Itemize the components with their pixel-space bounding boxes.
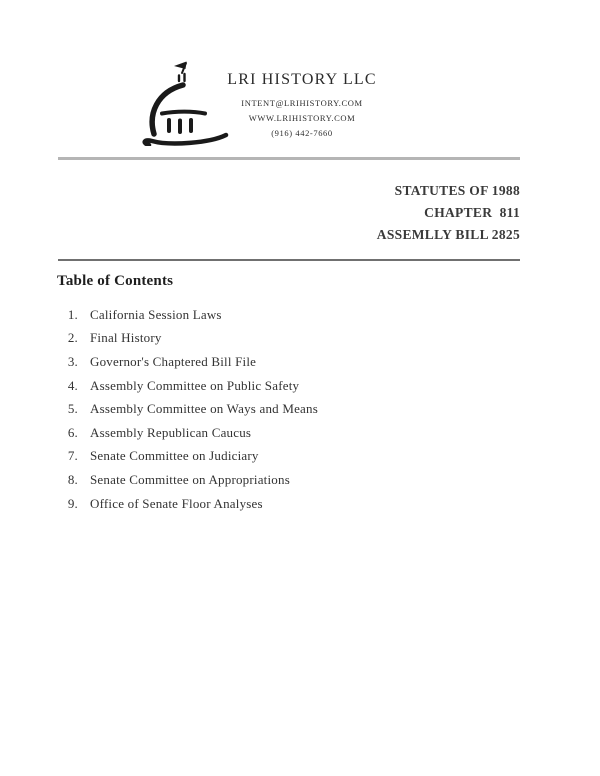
contact-phone: (916) 442-7660: [271, 128, 333, 138]
toc-item-label: California Session Laws: [90, 306, 222, 322]
toc-item-label: Senate Committee on Judiciary: [90, 448, 259, 464]
toc-item-label: Assembly Republican Caucus: [90, 424, 252, 440]
toc-item-number: 7.: [67, 448, 78, 464]
toc-item-label: Assembly Committee on Public Safety: [90, 377, 300, 393]
toc-title: Table of Contents: [57, 273, 174, 289]
toc-item: [57, 445, 477, 469]
toc-item-number: 6.: [67, 424, 78, 440]
toc-list: [57, 303, 477, 515]
toc-item-label: Governor's Chaptered Bill File: [90, 353, 257, 369]
toc-item: [57, 492, 477, 516]
toc-item-number: 8.: [67, 471, 78, 487]
company-name: LRI HISTORY LLC: [227, 71, 377, 88]
toc-item: [57, 421, 477, 445]
toc-item: [57, 350, 477, 374]
toc-item-label: Assembly Committee on Ways and Means: [90, 401, 318, 417]
toc-item-number: 4.: [67, 377, 78, 393]
toc-item: [57, 468, 477, 492]
toc-item: [57, 397, 477, 421]
toc-item: [57, 303, 477, 327]
statutes-line-year: STATUTES OF 1988: [394, 183, 520, 198]
toc-item-label: Final History: [90, 330, 162, 346]
statutes-line-bill: ASSEMLLY BILL 2825: [376, 227, 520, 242]
company-header: [214, 71, 390, 141]
toc-item-number: 9.: [67, 495, 78, 511]
statutes-divider-rule: [58, 259, 520, 261]
toc-item-label: Office of Senate Floor Analyses: [90, 495, 263, 511]
toc-item-number: 3.: [67, 353, 78, 369]
header-divider-rule: [58, 157, 520, 160]
statutes-block: [377, 180, 520, 246]
contact-email: INTENT@LRIHISTORY.COM: [241, 98, 363, 108]
toc-item-number: 1.: [67, 306, 78, 322]
statutes-line-chapter: CHAPTER 811: [424, 205, 520, 220]
toc-item-number: 2.: [67, 330, 78, 346]
toc-item-label: Senate Committee on Appropriations: [90, 471, 290, 487]
toc-item: [57, 327, 477, 351]
toc-item-number: 5.: [67, 401, 78, 417]
contact-website: WWW.LRIHISTORY.COM: [248, 113, 356, 123]
company-contact: [214, 96, 390, 141]
toc-item: [57, 374, 477, 398]
